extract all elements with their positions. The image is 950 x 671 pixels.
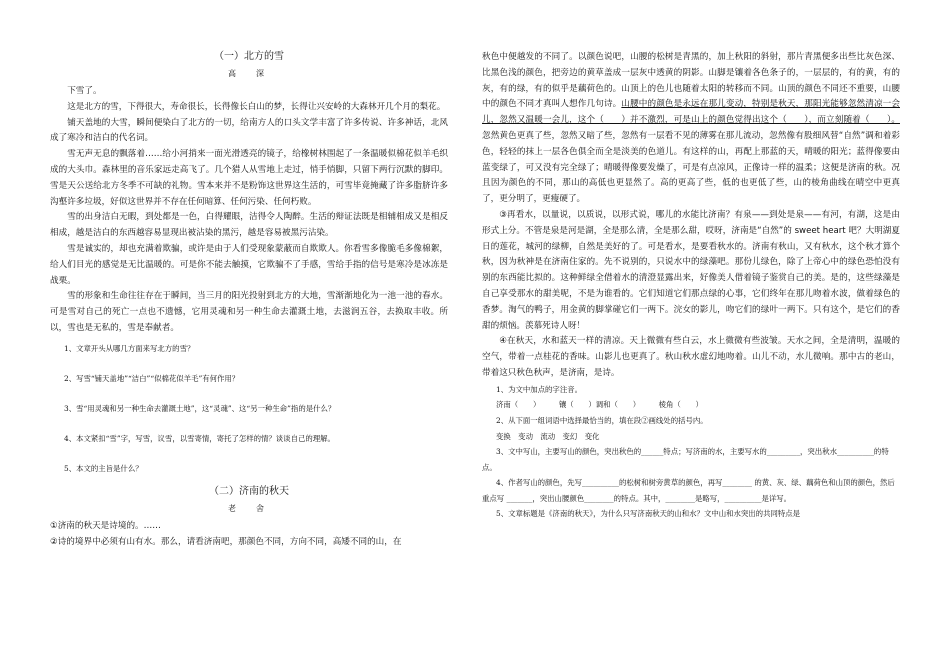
paragraph: ②诗的境界中必须有山有水。那么，请看济南吧，那颜色不同，方向不同，高矮不同的山，在 (50, 536, 402, 547)
paragraph: 雪的出身洁白无暇，到处都是一色，白得耀眼，洁得令人陶醉。生活的辩证法既是相辅相成又是相反相成，越是洁白的东西越容易显现出被沾染的黑污，越是容易被黑污沾染。 (50, 212, 448, 239)
paragraph: 这是北方的雪，下得很大，寿命很长，长得像长白山的梦，长得让兴安岭的大森林开几个月的梨花。 (67, 101, 446, 112)
paragraph-text: 忽然黄色更真了些，忽然又暗了些，忽然有一层看不见的薄雾在那儿流动，忽然像有股细风替“自然”调和着彩色，轻轻的抹上一层各色俱全而全是淡美的色道儿。有这样的山，再配上那蓝的天，晴暖的阳光；蓝得像要由蓝变绿了，可又没有完全绿了；晴暖得像要发燥了，可是有点凉风，正像诗一样的温柔；这便是济南的秋。况且因为颜色的不同，那山的高低也更显然了。高的更高了些，低的也更低了些，山的棱角曲线在晴空中更真了，更分明了，更瘦硬了。 (482, 130, 900, 205)
article2-title: （二）济南的秋天 (209, 485, 289, 497)
left-column (50, 50, 448, 550)
paragraph: ①济南的秋天是诗境的。…… (50, 520, 161, 531)
question-5: 5、本文的主旨是什么？ (64, 463, 143, 473)
question-5: 5、文章标题是《济南的秋天》，为什么只写济南秋天的山和水？文中山和水突出的共同特点是 (496, 509, 801, 519)
article2-author: 老 舍 (228, 503, 270, 513)
article1-author: 高 深 (228, 69, 270, 78)
paragraph: 下雪了。 (67, 86, 102, 96)
paragraph: 雪的形象和生命往往存在于瞬间，当三月的阳光投射到北方的大地，雪渐渐地化为一池一池的春水。可是雪对自己的死亡一点也不遗憾，它用灵魂和另一种生命去灌溉土地，去滋润五谷，去换取丰收。所以，雪也是无私的，雪是奉献者。 (50, 291, 448, 333)
question-3: 3、文中写山，主要写山的颜色，突出秋色的______特点；写济南的水，主要写水的_________，突出秋水__________的特点。 (482, 447, 889, 472)
paragraph (482, 50, 900, 208)
underlined-sentence: 山腰中的颜色是永远在那儿变动，特别是秋天，那阳光能够忽然清凉一会儿，忽然又温暖一会儿，这个（ ）并不激烈，可是山上的颜色觉得出这个（ ），而立刻随着（ ）。 (482, 99, 900, 126)
paragraph: ④在秋天，水和蓝天一样的清凉。天上微微有些白云，水上微微有些波皱。天水之间，全是清明，温暖的空气，带着一点桂花的香味。山影儿也更真了。秋山秋水虚幻地吻着。山儿不动，水儿微响。那中古的老山，带着这只秋色秋声，是济南，是诗。 (482, 336, 900, 378)
question-2: 2、写雪“铺天盖地”“洁白”“似棉花似羊毛”有何作用？ (64, 373, 240, 383)
question-4: 4、作者写山的颜色，先写__________的松树和树旁黄草的颜色，再写________ 的黄、灰、绿、藕荷色和山顶的颜色，然后重点写 _______，突出山腰颜色________的特点。其中，________是略写，__________是详写。 (482, 478, 895, 503)
question-1: 1、文章开头从哪几方面来写北方的雪？ (64, 343, 195, 353)
paragraph: 铺天盖地的大雪，瞬间便染白了北方的一切，给南方人的口头文学丰富了许多传说、许多神话，北风成了寒冷和洁白的代名词。 (50, 117, 448, 144)
question-4: 4、本文紧扣“雪”字，写雪，议雪，以雪寄情，寄托了怎样的情？谈谈自己的理解。 (64, 433, 335, 443)
question-2-options: 变换 变动 流动 变幻 变化 (496, 431, 600, 441)
article1-title: （一）北方的雪 (214, 51, 284, 62)
question-2: 2、从下面一组词语中选择最恰当的，填在段②画线处的括号内。 (496, 415, 708, 425)
paragraph: ③再看水，以量说，以质说，以形式说，哪儿的水能比济南？有泉——到处是泉——有河，有湖，这是由形式上分。不管是泉是河是湖，全是那么清，全是那么甜，哎呀，济南是“自然”的 sweet heart 吧？大明湖夏日的莲花，城河的绿柳，自然是美好的了。可是看水，是要看秋水的。济南有秋山，又有秋水，这个秋才算个秋，因为秋神是在济南住家的。先不说别的，只说水中的绿藻吧。那份儿绿色，除了上帝心中的绿色恐怕没有别的东西能比拟的。这种鲜绿全借着水的清澄显露出来，好像美人借着镜子鉴赏自己的美。是的，这些绿藻是自己享受那水的甜美呢，不是为谁看的。它们知道它们那点绿的心事，它们终年在那儿吻着水波，做着绿色的香梦。淘气的鸭子，用金黄的脚掌碰它们一两下。浣女的影儿，吻它们的绿叶一两下。只有这个，是它们的香甜的烦恼。羡慕死诗人呀！ (482, 209, 900, 331)
paragraph: 雪无声无息的飘落着……给小河捎来一面光滑透亮的镜子，给橡树林围起了一条温暖似棉花似羊毛织成的大头巾。森林里的音乐家远走高飞了。几个猎人从雪地上走过，悄手悄脚，只留下两行沉默的脚印。雪是天公送给北方冬季不可缺的礼物。雪本来并不是粉饰这世界这生活的，可雪毕竟掩藏了许多脂脐许多沟壑许多垃圾，好似这世界并不存在任何暗算、任何污染、任何朽败。 (50, 149, 448, 207)
question-1-items: 济南（ ） 镶（ ）调和（ ） 棱角（ ） (496, 400, 703, 410)
paragraph-text: 秋色中便越发的不同了。以颜色说吧，山腰的松树是青黑的，加上秋阳的斜射，那片青黑便多出些比灰色深、比黑色浅的颜色，把旁边的黄草盖成一层灰中透黄的阴影。山脚是镶着各色条子的，一层层的，有的黄，有的灰，有的绿，有的似乎是藕荷色的。山顶上的色儿也随着太阳的转移而不同。山顶的颜色不同还不重要，山腰中的颜色不同才真叫人想作几句诗。 (482, 52, 900, 110)
paragraph: 雪是诚实的，却也充满着欺骗，或许是由于人们受现象蒙蔽而自欺欺人。你看雪多像脆毛多像棉絮，给人们目光的感觉是无比温暖的。可是你不能去触摸，它欺骗不了手感，雪给手指的信号是寒冷是冰冻是战栗。 (50, 243, 448, 286)
question-3: 3、雪“用灵魂和另一种生命去灌溉土地”，这“灵魂”、这“另一种生命”指的是什么？ (64, 403, 336, 413)
right-column (482, 50, 900, 522)
question-1: 1、为文中加点的字注音。 (496, 384, 583, 394)
